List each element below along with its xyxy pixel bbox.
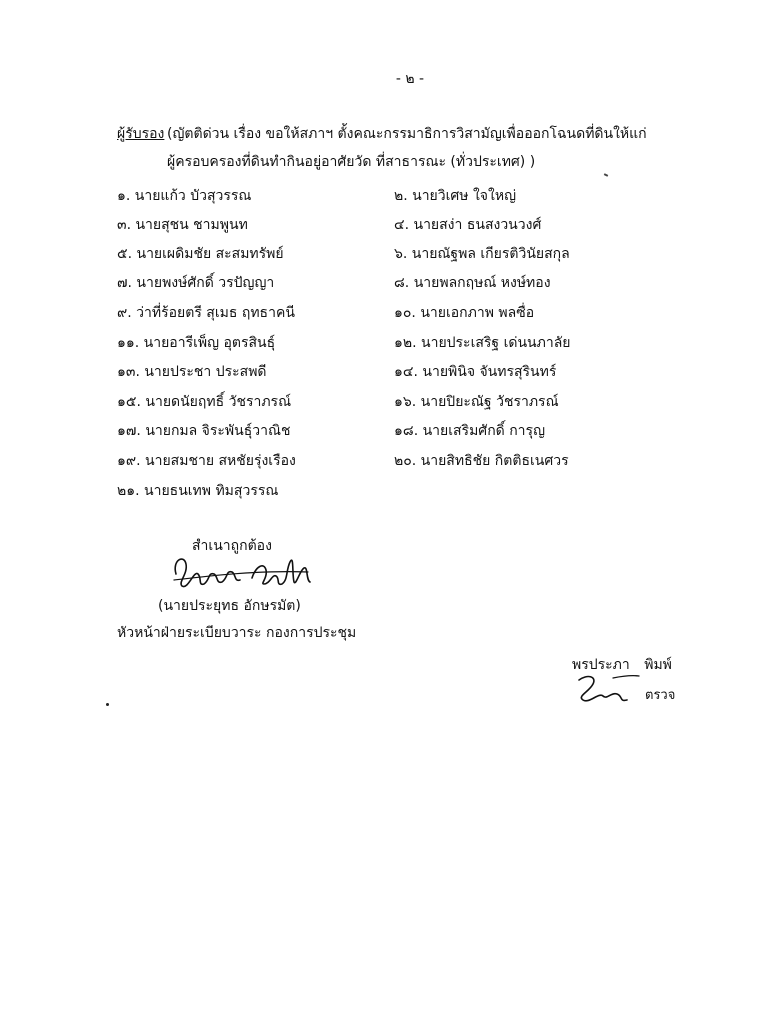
supporter-name: ๑. นายแก้ว บัวสุวรรณ <box>117 188 252 204</box>
supporter-name: ๑๓. นายประชา ประสพดี <box>117 364 267 380</box>
supporter-name: ๑๗. นายกมล จิระพันธุ์วาณิช <box>117 423 291 439</box>
motion-subject-line-1: (ญัตติด่วน เรื่อง ขอให้สภาฯ ตั้งคณะกรรมาธิการวิสามัญเพื่อออกโฉนดที่ดินให้แก่ <box>167 126 647 142</box>
supporter-name: ๑๘. นายเสริมศักดิ์ การุญ <box>394 423 545 439</box>
supporter-name: ๑๑. นายอารีเพ็ญ อุตรสินธุ์ <box>117 335 276 351</box>
supporter-name: ๑๙. นายสมชาย สหชัยรุ่งเรือง <box>117 453 296 469</box>
supporter-name: ๑๒. นายประเสริฐ เด่นนภาลัย <box>394 335 571 351</box>
certifier-title: หัวหน้าฝ่ายระเบียบวาระ กองการประชุม <box>117 625 357 641</box>
typist-note: พรประภา พิมพ์ <box>572 657 672 673</box>
certifier-name: (นายประยุทธ อักษรมัต) <box>158 598 301 614</box>
supporter-name: ๖. นายณัฐพล เกียรติวินัยสกุล <box>394 246 570 262</box>
page-number: - ๒ - <box>395 71 425 87</box>
supporter-name: ๔. นายสง่า ธนสงวนวงศ์ <box>394 217 542 233</box>
checker-initials <box>573 670 641 706</box>
supporter-name: ๑๕. นายดนัยฤทธิ์ วัชราภรณ์ <box>117 394 292 410</box>
motion-subject-line-2: ผู้ครอบครองที่ดินทำกินอยู่อาศัยวัด ที่สาธารณะ (ทั่วประเทศ) ) <box>167 154 536 170</box>
supporter-name: ๓. นายสุชน ชามพูนท <box>117 217 248 233</box>
supporter-name: ๑๔. นายพินิจ จันทรสุรินทร์ <box>394 364 557 380</box>
checked-label: ตรวจ <box>645 688 676 703</box>
certified-copy-label: สำเนาถูกต้อง <box>192 538 272 554</box>
handwritten-signature <box>168 540 318 592</box>
supporter-name: ๑๖. นายปิยะณัฐ วัชราภรณ์ <box>394 394 559 410</box>
supporter-name: ๘. นายพลกฤษณ์ หงษ์ทอง <box>394 275 551 291</box>
supporter-name: ๕. นายเผดิมชัย สะสมทรัพย์ <box>117 246 284 262</box>
supporter-name: ๑๐. นายเอกภาพ พลซื่อ <box>394 305 535 321</box>
supporter-name: ๒๐. นายสิทธิชัย กิตติธเนศวร <box>394 453 569 469</box>
supporter-name: ๗. นายพงษ์ศักดิ์ วรปัญญา <box>117 275 275 291</box>
supporter-name: ๙. ว่าที่ร้อยตรี สุเมธ ฤทธาคนี <box>117 305 295 321</box>
supporter-name: ๒๑. นายธนเทพ ทิมสุวรรณ <box>117 483 279 499</box>
supporters-label: ผู้รับรอง <box>117 126 165 142</box>
stray-dot <box>106 703 109 706</box>
supporter-name: ๒. นายวิเศษ ใจใหญ่ <box>394 188 517 204</box>
stray-mark <box>604 173 608 177</box>
